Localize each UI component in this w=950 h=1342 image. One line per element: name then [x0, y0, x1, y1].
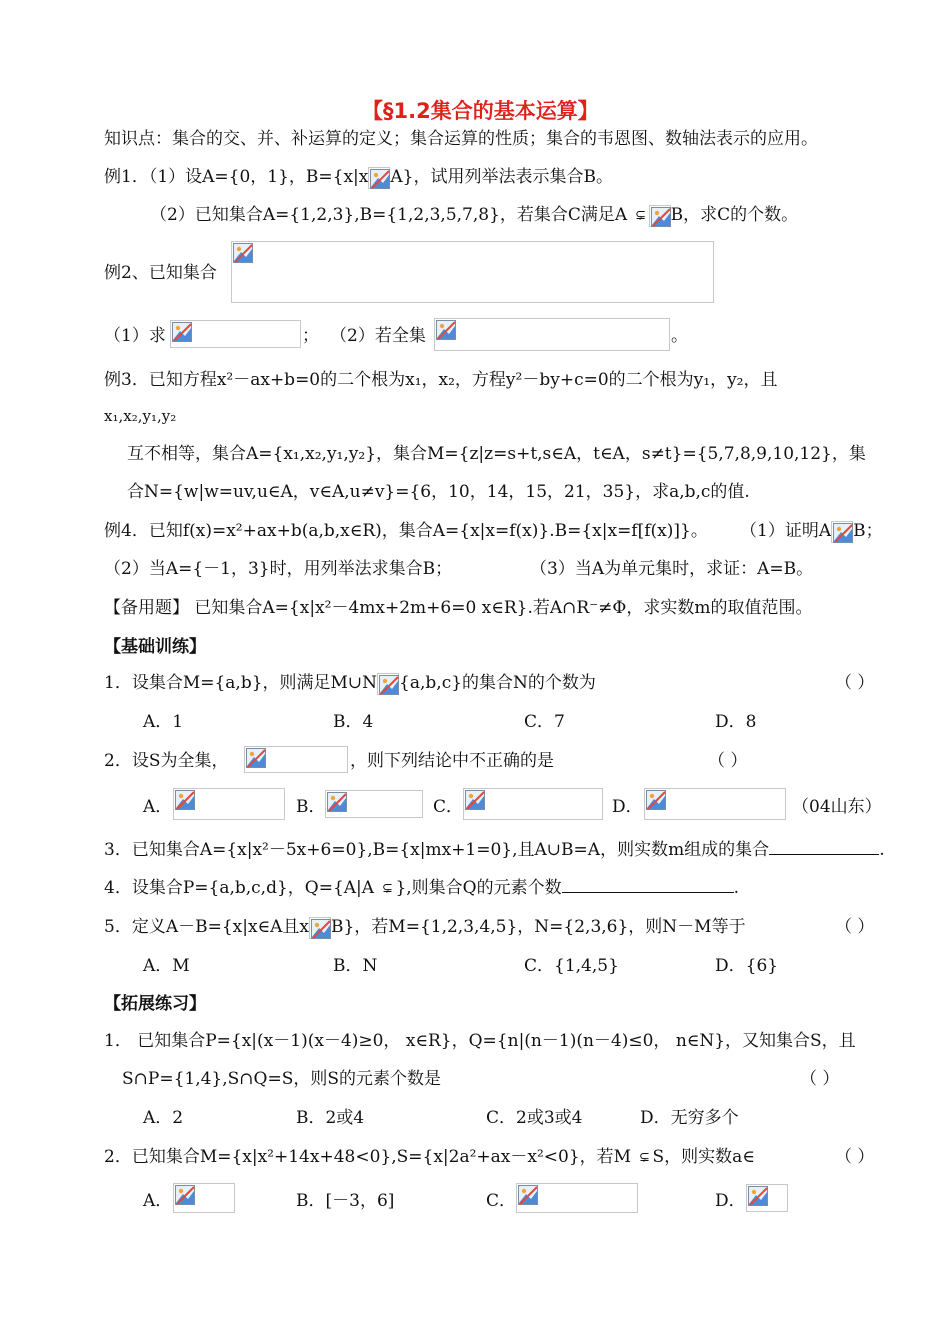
option-c: C．2或3或4: [486, 1108, 583, 1128]
proper-subset-symbol: ⊊: [635, 208, 647, 223]
ext-q2-text-a: 2．已知集合M={x|x²+14x+48<0},S={x|2a²+ax－x²<0}，若M: [104, 1147, 637, 1167]
broken-image-icon: [377, 673, 399, 695]
ext-q1-line-1: 1． 已知集合P={x|(x－1)(x－4)≥0， x∈R}，Q={n|(n－1)(n－4)≤0， n∈N}，又知集合S，且: [104, 1031, 856, 1051]
answer-paren: （ ）: [835, 917, 875, 937]
example-2-question-1: （1）求: [104, 326, 166, 346]
option-d: D．无穷多个: [640, 1108, 739, 1128]
extension-heading: 【拓展练习】: [104, 994, 206, 1014]
option-d: D．: [715, 1191, 746, 1211]
example-1-part-1: [104, 166, 613, 189]
answer-paren: （ ）: [835, 673, 875, 693]
option-c: C．: [433, 797, 464, 817]
broken-image-icon: [368, 167, 390, 189]
example-3-line-2: x₁,x₂,y₁,y₂: [104, 407, 177, 425]
option-b: B．: [296, 797, 326, 817]
broken-image-icon: [309, 917, 331, 939]
basic-training-heading: 【基础训练】: [104, 637, 206, 657]
option-b: B．[－3，6]: [296, 1191, 395, 1211]
option-d: D．{6}: [715, 956, 779, 976]
option-d: D．: [612, 797, 643, 817]
basic-q5-text-b: B}，若M={1,2,3,4,5}，N={2,3,6}，则N－M等于: [331, 917, 746, 937]
source-note: （04山东）: [792, 797, 882, 817]
basic-q1: [104, 672, 596, 695]
example-4-line-2a: （2）当A={－1，3}时，用列举法求集合B；: [104, 559, 453, 579]
broken-image-icon: [644, 788, 786, 820]
basic-q3: 3．已知集合A={x|x²－5x+6=0},B={x|mx+1=0},且A∪B=A，则实数m组成的集合 .: [104, 840, 885, 860]
answer-blank: [562, 892, 734, 893]
example-2-label: 例2、已知集合: [104, 263, 217, 283]
option-a: A．: [143, 797, 173, 817]
separator: ；: [302, 326, 319, 346]
example-1-text-d: B，求C的个数。: [670, 205, 799, 225]
basic-q5: [104, 916, 746, 939]
example-3-line-3: 互不相等，集合A={x₁,x₂,y₁,y₂}，集合M={z|z=s+t,s∈A，t∈A，s≠t}={5,7,8,9,10,12}，集: [127, 444, 866, 464]
example-2-question-2: （2）若全集: [330, 326, 426, 346]
basic-q4-text-a: 4．设集合P={a,b,c,d}，Q={A|A: [104, 878, 380, 898]
example-3-line-1: 例3．已知方程x²－ax+b=0的二个根为x₁，x₂，方程y²－by+c=0的二个根为y₁，y₂，且: [104, 370, 778, 390]
option-b: B．2或4: [296, 1108, 365, 1128]
broken-image-icon: [463, 788, 603, 820]
proper-subset-symbol: ⊊: [639, 1150, 650, 1165]
broken-image-icon: [244, 746, 348, 773]
broken-image-icon: [649, 205, 671, 227]
knowledge-points: 知识点：集合的交、并、补运算的定义；集合运算的性质；集合的韦恩图、数轴法表示的应用。: [104, 129, 818, 149]
example-4-text-a: （1）证明A: [740, 521, 832, 541]
end-mark: 。: [671, 326, 688, 346]
broken-image-icon: [746, 1184, 788, 1212]
option-d: D．8: [715, 712, 757, 732]
broken-image-icon: [434, 318, 670, 351]
option-a: A．2: [143, 1108, 184, 1128]
broken-image-icon: [170, 320, 301, 348]
basic-q4-text-b: },则集合Q的元素个数: [395, 878, 562, 898]
example-3-line-4: 合N={w|w=uv,u∈A，v∈A,u≠v}={6，10，14，15，21，35}，求a,b,c的值.: [127, 482, 750, 502]
basic-q5-text-a: 5．定义A－B={x|x∈A且x: [104, 917, 309, 937]
option-a: A．M: [143, 956, 190, 976]
basic-q2-text-a: 2．设S为全集，: [104, 751, 229, 771]
example-4-line-1: 例4．已知f(x)=x²+ax+b(a,b,x∈R)，集合A={x|x=f(x)}.B={x|x=f[f(x)]}。: [104, 521, 708, 541]
basic-q4: 4．设集合P={a,b,c,d}，Q={A|A ⊊ },则集合Q的元素个数 .: [104, 878, 740, 898]
basic-q1-text-b: {a,b,c}的集合N的个数为: [399, 673, 596, 693]
example-4-line-2b: （3）当A为单元集时，求证：A=B。: [530, 559, 814, 579]
basic-q2-text-b: ，则下列结论中不正确的是: [350, 751, 554, 771]
option-b: B．N: [333, 956, 378, 976]
ext-q2: [104, 1146, 755, 1168]
proper-subset-symbol: ⊊: [382, 881, 393, 896]
broken-image-icon: [173, 788, 285, 820]
broken-image-icon: [831, 521, 853, 543]
basic-q3-text: 3．已知集合A={x|x²－5x+6=0},B={x|mx+1=0},且A∪B=A，则实数m组成的集合: [104, 840, 770, 860]
option-c: C．7: [524, 712, 565, 732]
broken-image-icon: [516, 1183, 638, 1213]
broken-image-icon: [325, 790, 423, 818]
example-4-text-b: B；: [853, 521, 883, 541]
option-c: C．{1,4,5}: [524, 956, 619, 976]
example-4-part-1: [740, 520, 883, 543]
example-1-text-a: 例1．（1）设A={0，1}，B={x|x: [104, 167, 369, 187]
broken-image-icon: [231, 241, 714, 303]
option-a: A．: [143, 1191, 173, 1211]
basic-q1-text-a: 1．设集合M={a,b}，则满足M∪N: [104, 673, 378, 693]
example-1-text-c: （2）已知集合A={1,2,3},B={1,2,3,5,7,8}，若集合C满足A: [150, 205, 633, 225]
example-1-part-2: [150, 204, 798, 227]
ext-q1-line-2: S∩P={1,4},S∩Q=S，则S的元素个数是: [122, 1069, 442, 1089]
page-title: 【§1.2集合的基本运算】: [362, 99, 599, 123]
answer-paren: （ ）: [708, 751, 748, 771]
option-b: B．4: [333, 712, 374, 732]
spare-question: 【备用题】 已知集合A={x|x²－4mx+2m+6=0 x∈R}.若A∩R⁻≠Φ，求实数m的取值范围。: [104, 598, 813, 618]
broken-image-icon: [173, 1183, 235, 1213]
answer-blank: [769, 854, 879, 855]
ext-q2-text-b: S，则实数a∈: [652, 1147, 755, 1167]
answer-paren: （ ）: [800, 1069, 840, 1089]
example-1-text-b: A}，试用列举法表示集合B。: [390, 167, 613, 187]
answer-paren: （ ）: [835, 1147, 875, 1167]
option-a: A．1: [143, 712, 184, 732]
option-c: C．: [486, 1191, 517, 1211]
